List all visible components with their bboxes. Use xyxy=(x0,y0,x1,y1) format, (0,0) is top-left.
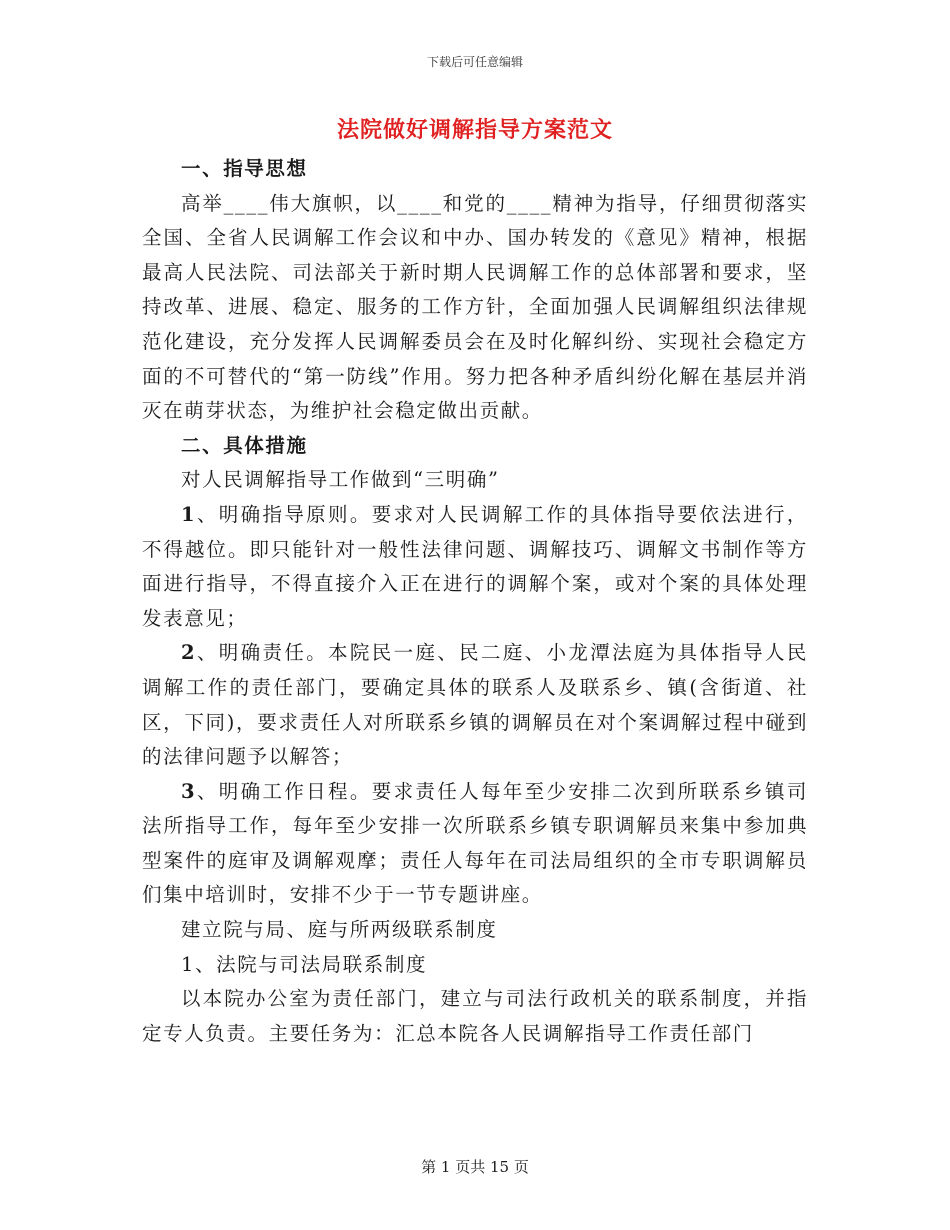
section-heading-guiding-ideology: 一、指导思想 xyxy=(181,157,308,180)
paragraph-item-3 xyxy=(142,775,808,913)
item-2-text: 、明确责任。本院民一庭、民二庭、小龙潭法庭为具体指导人民调解工作的责任部门，要确定具体的联系人及联系乡、镇(含街道、社区，下同)，要求责任人对所联系乡镇的调解员在对个案调解过程中碰到的法律问题予以解答； xyxy=(142,641,808,769)
paragraph-item-2 xyxy=(142,636,808,774)
page-header-note: 下载后可任意编辑 xyxy=(426,55,523,69)
item-3-number: 3 xyxy=(181,779,197,803)
paragraph-three-clarifications-intro: 对人民调解指导工作做到“三明确” xyxy=(181,468,500,492)
paragraph-court-bureau-liaison: 以本院办公室为责任部门，建立与司法行政机关的联系制度，并指定专人负责。主要任务为：汇总本院各人民调解指导工作责任部门 xyxy=(142,987,808,1045)
subsection-heading-court-bureau-liaison: 1、法院与司法局联系制度 xyxy=(181,952,428,976)
document-body xyxy=(142,152,808,1051)
section-heading-specific-measures: 二、具体措施 xyxy=(181,433,308,457)
item-1-number: 1 xyxy=(181,502,197,526)
item-3-text: 、明确工作日程。要求责任人每年至少安排二次到所联系乡镇司法所指导工作，每年至少安排一次所联系乡镇专职调解员来集中参加典型案件的庭审及调解观摩；责任人每年在司法局组织的全市专职调解员们集中培训时，安排不少于一节专题讲座。 xyxy=(142,779,808,907)
item-2-number: 2 xyxy=(181,641,197,665)
item-1-text: 、明确指导原则。要求对人民调解工作的具体指导要依法进行，不得越位。即只能针对一般性法律问题、调解技巧、调解文书制作等方面进行指导，不得直接介入正在进行的调解个案，或对个案的具体处理发表意见； xyxy=(142,502,808,630)
page-footer-page-number: 第 1 页共 15 页 xyxy=(421,1158,529,1176)
paragraph-guiding-ideology: 高举____伟大旗帜，以____和党的____精神为指导，仔细贯彻落实全国、全省人民调解工作会议和中办、国办转发的《意见》精神，根据最高人民法院、司法部关于新时期人民调解工作的总体部署和要求，坚持改革、进展、稳定、服务的工作方针，全面加强人民调解组织法律规范化建设，充分发挥人民调解委员会在及时化解纠纷、实现社会稳定方面的不可替代的“第一防线”作用。努力把各种矛盾纠纷化解在基层并消灭在萌芽状态，为维护社会稳定做出贡献。 xyxy=(142,191,808,423)
paragraph-liaison-system-intro: 建立院与局、庭与所两级联系制度 xyxy=(181,918,498,942)
document-title: 法院做好调解指导方案范文 xyxy=(336,117,613,143)
paragraph-item-1 xyxy=(142,498,808,636)
